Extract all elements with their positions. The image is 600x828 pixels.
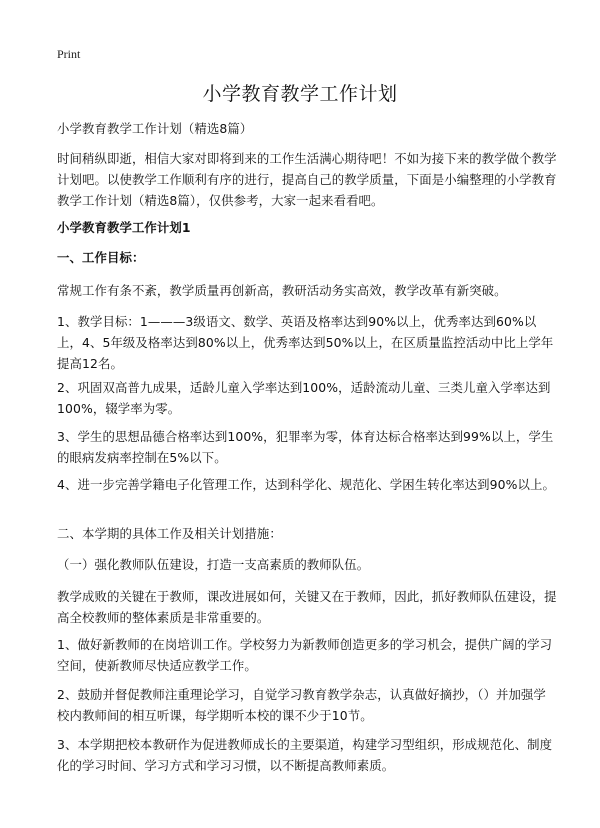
paragraph-goal-2: 2、巩固双高普九成果，适龄儿童入学率达到100%，适龄流动儿童、三类儿童入学率达到100%，辍学率为零。: [57, 380, 551, 416]
subsection-heading-1: （一）强化教师队伍建设，打造一支高素质的教师队伍。: [57, 557, 370, 572]
paragraph-measure-3: 3、本学期把校本教研作为促进教师成长的主要渠道，构建学习型组织，形成规范化、制度化的学习时间、学习方式和学习习惯，以不断提高教师素质。: [57, 737, 553, 773]
paragraph-goal-4: 4、进一步完善学籍电子化管理工作，达到科学化、规范化、学困生转化率达到90%以上。: [57, 477, 555, 492]
paragraph-measure-1: 1、做好新教师的在岗培训工作。学校努力为新教师创造更多的学习机会，提供广阔的学习空间，使新教师尽快适应教学工作。: [57, 637, 553, 673]
document-title: 小学教育教学工作计划: [202, 83, 398, 105]
paragraph-measure-2: 2、鼓励并督促教师注重理论学习，自觉学习教育教学杂志，认真做好摘抄，（）并加强学校内教师间的相互听课，每学期听本校的课不少于10节。: [57, 687, 546, 723]
print-label[interactable]: Print: [57, 47, 81, 61]
paragraph-goals-summary: 常规工作有条不紊，教学质量再创新高，教研活动务实高效，教学改革有新突破。: [57, 283, 507, 298]
paragraph-teacher-key: 教学成败的关键在于教师，课改进展如何，关键又在于教师，因此，抓好教师队伍建设，提高全校教师的整体素质是非常重要的。: [57, 589, 557, 625]
part1-heading: 一、工作目标：: [57, 250, 145, 265]
intro-paragraph: 时间稍纵即逝，相信大家对即将到来的工作生活满心期待吧！不如为接下来的教学做个教学计划吧。以使教学工作顺利有序的进行，提高自己的教学质量，下面是小编整理的小学教育教学工作计划（精选8篇），仅供参考，大家一起来看看吧。: [57, 151, 557, 208]
paragraph-goal-1: 1、教学目标：1———3级语文、数学、英语及格率达到90%以上，优秀率达到60%以上，4、5年级及格率达到80%以上，优秀率达到50%以上，在区质量监控活动中比上学年提高12名。: [57, 314, 554, 371]
part2-heading: 二、本学期的具体工作及相关计划措施：: [57, 526, 282, 541]
document-subtitle: 小学教育教学工作计划（精选8篇）: [57, 121, 253, 136]
paragraph-goal-3: 3、学生的思想品德合格率达到100%，犯罪率为零，体育达标合格率达到99%以上，学生的眼病发病率控制在5%以下。: [57, 429, 554, 465]
section-heading: 小学教育教学工作计划1: [57, 220, 191, 235]
